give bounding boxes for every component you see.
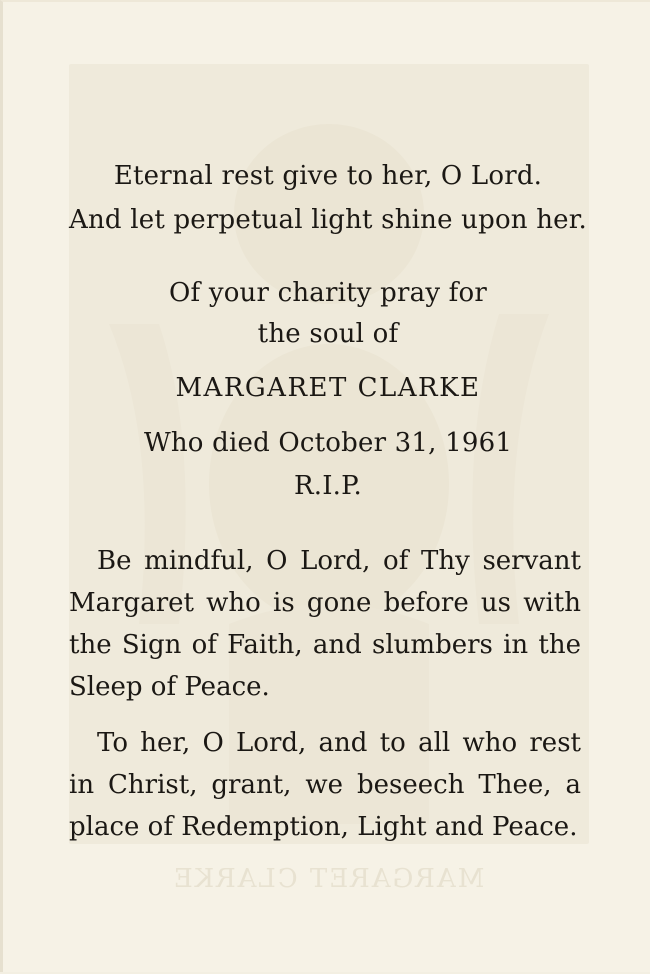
prayer-paragraph-1-first-line: Be mindful, O Lord, of Thy servant <box>97 546 581 576</box>
prayer-paragraph-2-first-line: To her, O Lord, and to all who rest <box>97 728 581 758</box>
charity-line-1: Of your charity pray for <box>169 278 487 308</box>
card-text <box>3 2 650 974</box>
prayer-line-2: And let perpetual light shine upon her. <box>69 205 587 235</box>
prayer-paragraph-2-rest: in Christ, grant, we beseech Thee, a place of Redemption, Light and Peace. <box>69 770 581 842</box>
charity-line-2: the soul of <box>257 319 399 349</box>
prayer-paragraph-2 <box>69 722 581 848</box>
prayer-paragraph-1-rest: Margaret who is gone before us with the Sign of Faith, and slumbers in the Sleep of Peace. <box>69 588 581 702</box>
show-through-name: MARGARET CLARKE <box>171 864 485 894</box>
prayer-paragraph-1 <box>69 540 581 708</box>
death-date-line: Who died October 31, 1961 <box>143 428 513 458</box>
deceased-name: MARGARET CLARKE <box>175 373 481 403</box>
prayer-line-1: Eternal rest give to her, O Lord. <box>113 161 543 191</box>
rip-line: R.I.P. <box>293 471 363 501</box>
